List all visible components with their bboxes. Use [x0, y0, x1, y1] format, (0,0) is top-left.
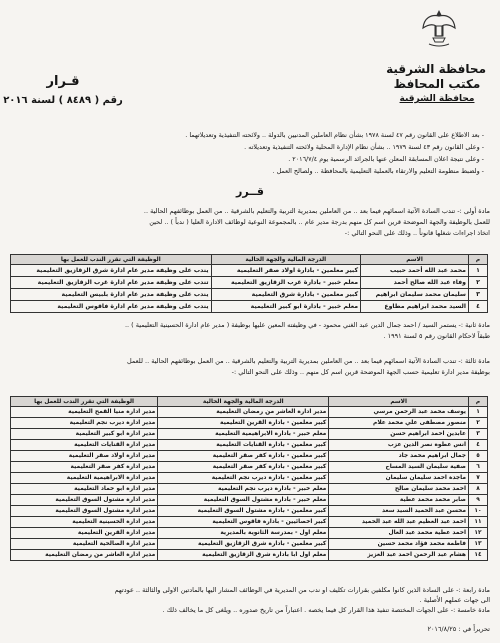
column-header: الدرجة المالية والجهة الحالية — [158, 397, 329, 407]
decided-heading: قــرر — [236, 185, 264, 198]
table-cell: كبير معلمين - بادارة اولاد صقر التعليمية — [211, 265, 361, 277]
table-cell: هشام عبد الرحمن احمد عبد العزيز — [329, 550, 469, 561]
table-cell: مدير ادارة مشتول السوق التعليمية — [11, 495, 158, 506]
article-line: مادة ثالثة :- تندب السادة الآتية اسمائهم فيما بعد .. من العاملين بمديرية التربية والتعليم بالشرقية .. من العمل بوظائفهم الحالية .. للعمل — [126, 357, 490, 365]
table-cell: يوسف محمد عبد الرحمن مرسي — [329, 407, 469, 418]
table-cell: يندب على وظيفة مدير عام ادارة فاقوس التعليمية — [11, 301, 212, 313]
preamble-line: - وعلى القانون رقم ٤٣ لسنة ١٩٧٩ .. بشأن نظام الإدارة المحلية ولائحته التنفيذية وتعديلاته . — [244, 143, 484, 151]
table-cell: ٣ — [469, 429, 488, 440]
table-cell: مدير ادارة ديرب نجم التعليمية — [11, 418, 158, 429]
table-cell: مدير ادارة ابو كبير التعليمية — [11, 429, 158, 440]
table-cell: كبير معلمين - بادارة كفر صقر التعليمية — [158, 462, 329, 473]
table-cell: مدير ادارة العاشر من رمضان التعليمية — [158, 407, 329, 418]
governorate-subtitle: محافظة الشرقية — [399, 94, 475, 104]
table-cell: كبير معلمين - بادارة القنايات التعليمية — [158, 440, 329, 451]
table-cell: مدير ادارة العاشر من رمضان التعليمية — [11, 550, 158, 561]
article-4-5 — [10, 585, 490, 615]
date-footer: تحريراً في : ٢٠١٦/٨/٢٥ — [427, 625, 490, 633]
article-2 — [10, 320, 490, 342]
table-cell: معلم اول ابا بادارة شرق الزقازيق التعليمية — [158, 550, 329, 561]
table-cell: وفاء عبد الله صالح أحمد — [361, 277, 469, 289]
table-cell: كبير معلمين - بادارة شرق الزقازيق التعليمية — [158, 539, 329, 550]
table-cell: محسن عبد الحميد السيد سعد — [329, 506, 469, 517]
preamble-line: - بعد الاطلاع على القانون رقم ٤٧ لسنة ١٩٧٨ بشأن نظام العاملين المدنيين بالدولة .. ولائحته التنفيذية وتعديلاتهما . — [185, 131, 484, 139]
table-row — [11, 407, 488, 418]
table-cell: ١١ — [469, 517, 488, 528]
egypt-eagle-emblem — [421, 8, 457, 48]
table-cell: احمد عطية محمد عبد العال — [329, 528, 469, 539]
column-header: م — [469, 255, 488, 265]
article-line: مادة رابعة :- على السادة الذين كانوا مكلفين بقرارات تكليف او ندب من المديرية في الوظائف المشار اليها بالمادتين الاولى والثالثة .. عودتهم — [114, 586, 490, 594]
table-row — [11, 462, 488, 473]
office-name: مكتب المحافظ — [393, 77, 481, 91]
table-row — [11, 418, 488, 429]
table-cell: معلم خبير - بادارة غرب الزقازيق التعليمية — [211, 277, 361, 289]
table-cell: محمد عبد الله أحمد حبيب — [361, 265, 469, 277]
table-cell: مدير ادارة الحسينية التعليمية — [11, 517, 158, 528]
column-header: الاسم — [329, 397, 469, 407]
table-cell: صابر محمد محمد عطية — [329, 495, 469, 506]
table-row — [11, 289, 488, 301]
table-cell: معلم خبير - بادارة مشتول السوق التعليمية — [158, 495, 329, 506]
table-cell: صفية سليمان السيد المساح — [329, 462, 469, 473]
table-cell: كبير معلمين - بادارة شرق التعليمية — [211, 289, 361, 301]
table-cell: سليمان محمد سليمان ابراهيم — [361, 289, 469, 301]
table-row — [11, 495, 488, 506]
table-cell: مدير ادارة كفر صقر التعليمية — [11, 462, 158, 473]
article-line: مادة أولى :- تندب السادة الآتية اسمائهم فيما بعد .. من العاملين بمديرية التربية والتعليم بالشرقية .. من العمل بوظائفهم الحالية .. — [143, 207, 490, 215]
table-row — [11, 451, 488, 462]
table-row — [11, 484, 488, 495]
article-line: الى جهات عملهم الأصلية . — [419, 596, 490, 604]
table-cell: كبير معلمين - بادارة القرين التعليمية — [158, 418, 329, 429]
table-cell: فاطمة محمد فؤاد محمد حسين — [329, 539, 469, 550]
decree-number: رقم ( ٨٤٨٩ ) لسنة ٢٠١٦ — [3, 95, 123, 106]
table-cell: معلم خبير - بادارة الابراهيمية التعليمية — [158, 429, 329, 440]
table-cell: انس عطوة نصر الدين عزب — [329, 440, 469, 451]
governorate-name: محافظة الشرقية — [386, 62, 486, 76]
table-cell: ٢ — [469, 277, 488, 289]
table-cell: كبير اخصائيين - بادارة فاقوس التعليمية — [158, 517, 329, 528]
column-header: الوظيفة التي تقرر الندب للعمل بها — [11, 255, 212, 265]
table-row — [11, 517, 488, 528]
table-cell: مدير ادارة القرين التعليمية — [11, 528, 158, 539]
table-cell: عابدين احمد ابراهيم حسن — [329, 429, 469, 440]
table-cell: ٣ — [469, 289, 488, 301]
column-header: الوظيفة التي تقرر الندب للعمل بها — [11, 397, 158, 407]
table-row — [11, 473, 488, 484]
table-cell: يندب على وظيفة مدير عام ادارة شرق الزقازيق التعليمية — [11, 265, 212, 277]
table-row — [11, 550, 488, 561]
table-cell: ٩ — [469, 495, 488, 506]
table-cell: ٤ — [469, 440, 488, 451]
table-row — [11, 440, 488, 451]
article-line: للعمل بالوظيفة والجهة الموضحة قرين اسم كل منهم بدرجة مدير عام .. بالمجموعة النوعية لوظائف الادارة العليا ( ندباً ) .. لحين — [149, 218, 490, 226]
table-cell: مدير ادارة القنايات التعليمية — [11, 440, 158, 451]
table-cell: ماجدة احمد سليمان سليمان — [329, 473, 469, 484]
table-cell: ٢ — [469, 418, 488, 429]
table-cell: ١ — [469, 407, 488, 418]
table-cell: ١٢ — [469, 528, 488, 539]
table-article-3 — [10, 396, 488, 561]
preamble-line: - وعلى نتيجة اعلان المسابقة المعلن عنها بالجرائد الرسمية يوم ٢٠١٦/٧/٤ . — [288, 155, 484, 163]
table-cell: كبير معلمين - بادارة مشتول السوق التعليمية — [158, 506, 329, 517]
article-line: مادة ثانية :- يستمر السيد / احمد جمال الدين عبد الغني محمود - في وظيفته المعين عليها بوظيفة ( مدير عام ادارة الحسينية التعليمية ) .. — [124, 321, 490, 329]
table-cell: جمال ابراهيم محمد جاد — [329, 451, 469, 462]
table-cell: مدير ادارة ابو حماد التعليمية — [11, 484, 158, 495]
decree-heading — [3, 74, 302, 106]
table-row — [11, 528, 488, 539]
table-cell: ٤ — [469, 301, 488, 313]
article-3 — [10, 356, 490, 378]
table-cell: ٦ — [469, 462, 488, 473]
table-cell: منصور مصطفى علي محمد علام — [329, 418, 469, 429]
table-cell: معلم خبير - بادارة ابو كبير التعليمية — [211, 301, 361, 313]
table-row — [11, 265, 488, 277]
article-line: اتخاذ اجراءات شغلها قانوناً .. وذلك على النحو التالي :- — [344, 229, 490, 237]
table-cell: مدير ادارة منيا القمح التعليمية — [11, 407, 158, 418]
table-row — [11, 301, 488, 313]
article-line: بوظيفة مدير ادارة تعليمية حسب الجهة الموضحة قرين اسم كل منهم .. وذلك على النحو التالي :- — [231, 368, 490, 376]
table-cell: احمد عبد العظيم عبد الله عبد الحميد — [329, 517, 469, 528]
column-header: م — [469, 397, 488, 407]
table-cell: ١٣ — [469, 539, 488, 550]
table-cell: ١ — [469, 265, 488, 277]
table-cell: مدير ادارة اولاد صقر التعليمية — [11, 451, 158, 462]
table-cell: مدير ادارة مشتول السوق التعليمية — [11, 506, 158, 517]
table-cell: كبير معلمين - بادارة كفر صقر التعليمية — [158, 451, 329, 462]
decree-title: قـرار — [46, 74, 80, 89]
table-cell: ٥ — [469, 451, 488, 462]
preamble-line: - ولضبط منظومة التعليم والارتقاء بالعملية التعليمية بالمحافظة .. ولصالح العمل . — [272, 167, 484, 175]
article-1 — [10, 206, 490, 239]
table-cell: ١٠ — [469, 506, 488, 517]
table-cell: مدير ادارة الصالحية التعليمية — [11, 539, 158, 550]
table-cell: السيد محمد ابراهيم مطاوع — [361, 301, 469, 313]
article-line: طبقاً لاحكام القانون رقم ٥ لسنة ١٩٩١ . — [383, 332, 490, 340]
table-row — [11, 429, 488, 440]
table-row — [11, 277, 488, 289]
table-article-1 — [10, 254, 488, 313]
article-line: مادة خامسة :- على الجهات المختصة تنفيذ هذا القرار كل فيما يخصه . اعتباراً من تاريخ صدوره .. ويلغى كل ما يخالف ذلك . — [162, 606, 490, 614]
preamble — [22, 129, 484, 177]
table-cell: تندب على وظيفة مدير عام ادارة غرب الزقازيق التعليمية — [11, 277, 212, 289]
table-row — [11, 539, 488, 550]
governorate-header — [388, 62, 486, 107]
table-cell: معلم اول - بمدرسة الثانوية بالمديرية — [158, 528, 329, 539]
table-cell: ٨ — [469, 484, 488, 495]
column-header: الدرجة المالية والجهة الحالية — [211, 255, 361, 265]
table-cell: يندب على وظيفة مدير عام ادارة بلبيس التعليمية — [11, 289, 212, 301]
table-cell: كبير معلمين - بادارة ديرب نجم التعليمية — [158, 473, 329, 484]
column-header: الاسم — [361, 255, 469, 265]
table-cell: ٧ — [469, 473, 488, 484]
table-row — [11, 506, 488, 517]
table-cell: مدير ادارة الابراهيمية التعليمية — [11, 473, 158, 484]
table-cell: ١٤ — [469, 550, 488, 561]
table-cell: معلم خبير - بادارة ديرب نجم التعليمية — [158, 484, 329, 495]
table-cell: احمد محمد سليمان صالح — [329, 484, 469, 495]
